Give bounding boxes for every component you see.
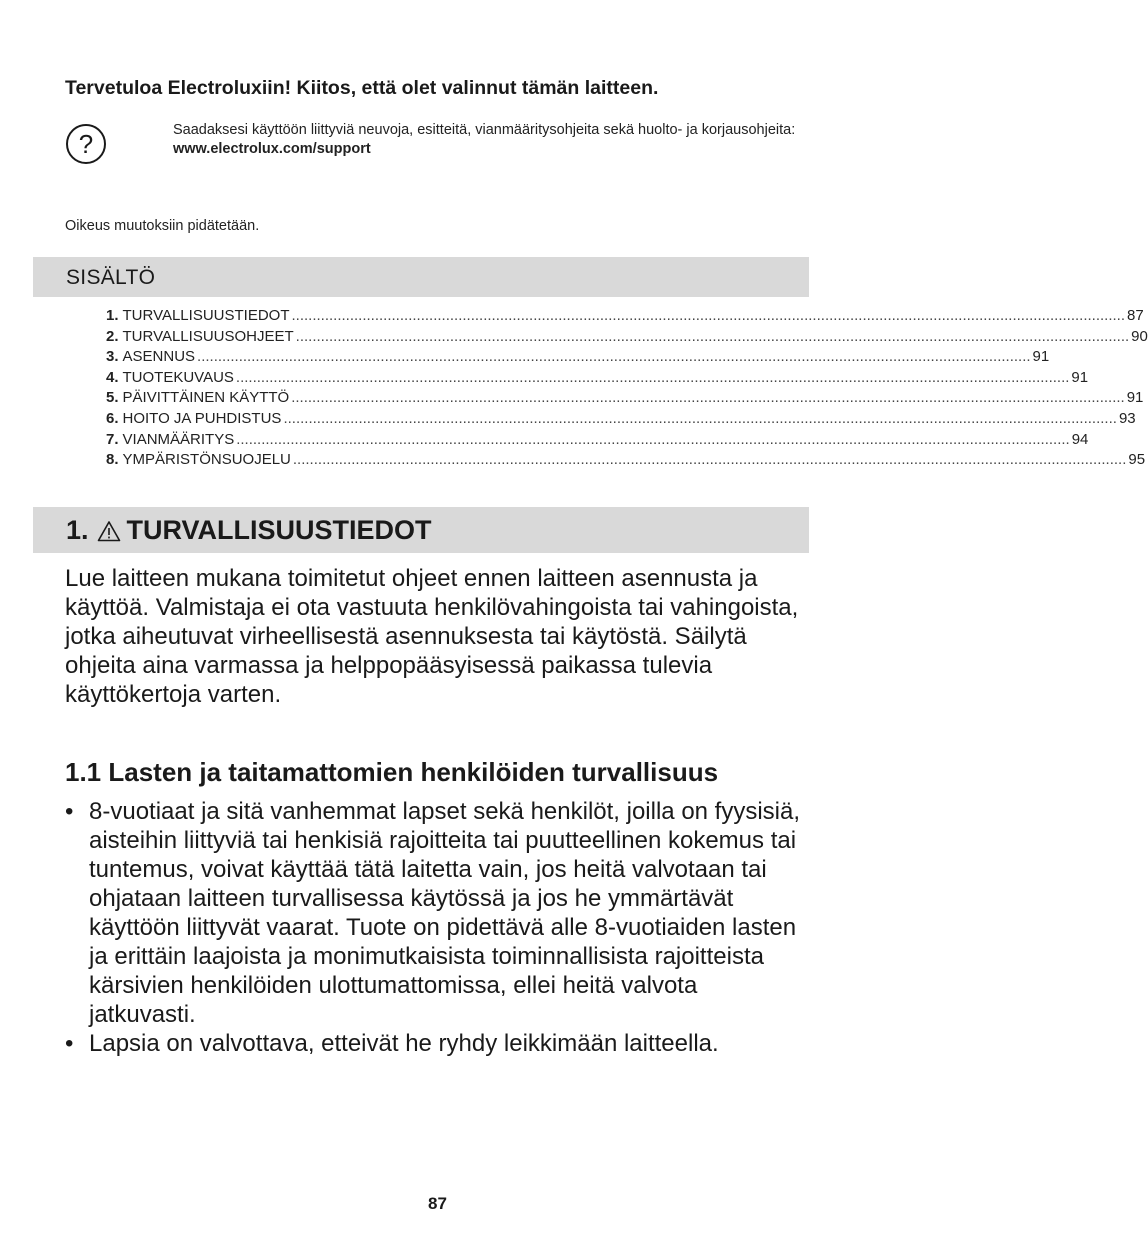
support-info: [173, 121, 813, 159]
toc-item-number: 4.: [106, 368, 119, 386]
toc-leader: ........................................................................................................................................................................................................: [197, 348, 1031, 366]
toc-item-page: 93: [1118, 409, 1136, 427]
toc-item[interactable]: [106, 307, 1144, 328]
warning-icon: [97, 520, 121, 542]
toc-title: SISÄLTÖ: [66, 266, 156, 289]
page-number: 87: [428, 1194, 447, 1213]
toc-item-label: ASENNUS: [122, 348, 196, 366]
toc-item-page: 90: [1131, 327, 1148, 345]
toc-item-label: PÄIVITTÄINEN KÄYTTÖ: [122, 389, 290, 407]
list-item-text: Lapsia on valvottava, etteivät he ryhdy leikkimään laitteella.: [89, 1030, 719, 1057]
svg-text:?: ?: [78, 129, 94, 159]
section-title-text: TURVALLISUUSTIEDOT: [126, 515, 432, 545]
toc-item-page: 95: [1128, 451, 1146, 469]
toc-item-page: 94: [1071, 430, 1089, 448]
list-item-text: 8-vuotiaat ja sitä vanhemmat lapset sekä henkilöt, joilla on fyysisiä, aisteihin liittyviä tai henkisiä rajoitteita tai puutteellinen kokemus tai tuntemus, voivat käyttää tätä laitetta vain, jos heitä valvotaan tai ohjataan laitteen turvallisessa käytössä ja jos he ymmärtävät käyttöön liittyvät vaarat. Tuote on pidettävä alle 8-vuotiaiden lasten ja erittäin laajoista ja monimutkaisista toiminnallisista rajoitteista kärsivien henkilöiden ulottumattomissa, ellei heitä valvota jatkuvasti.: [89, 798, 801, 1028]
support-link[interactable]: www.electrolux.com/support: [173, 141, 371, 157]
toc-header-bar: [33, 257, 809, 297]
toc-item-label: TUOTEKUVAUS: [122, 368, 234, 386]
toc-leader: ........................................................................................................................................................................................................: [291, 307, 1125, 324]
toc-item-label: VIANMÄÄRITYS: [122, 430, 235, 448]
toc-item-page: 91: [1032, 348, 1050, 366]
welcome-heading: Tervetuloa Electroluxiin! Kiitos, että olet valinnut tämän laitteen.: [65, 77, 659, 99]
toc-item-number: 7.: [106, 430, 119, 448]
toc-leader: ........................................................................................................................................................................................................: [236, 430, 1070, 448]
toc-leader: ........................................................................................................................................................................................................: [283, 409, 1117, 427]
support-text: Saadaksesi käyttöön liittyviä neuvoja, esitteitä, vianmääritysohjeita sekä huolto- ja korjausohjeita:: [173, 122, 796, 138]
toc-item-label: TURVALLISUUSTIEDOT: [122, 307, 290, 324]
toc-item-label: HOITO JA PUHDISTUS: [122, 409, 282, 427]
toc-item-label: TURVALLISUUSOHJEET: [122, 327, 294, 345]
intro-paragraph: Lue laitteen mukana toimitetut ohjeet ennen laitteen asennusta ja käyttöä. Valmistaja ei ota vastuuta henkilövahingoista tai vahingoista, jotka aiheutuvat virheellisestä asennuksesta tai käytöstä. Säilytä ohjeita aina varmassa ja helppopääsyisessä paikassa tulevia käyttökertoja varten.: [65, 565, 799, 708]
toc-leader: ........................................................................................................................................................................................................: [295, 327, 1130, 345]
toc-item[interactable]: [106, 430, 1089, 452]
toc-item-number: 1.: [106, 307, 119, 324]
toc-item-number: 8.: [106, 451, 119, 469]
list-item: [65, 797, 810, 1029]
toc-item-number: 3.: [106, 348, 119, 366]
section-header-bar: [33, 507, 809, 553]
toc-item-number: 2.: [106, 327, 119, 345]
toc-item[interactable]: [106, 368, 1089, 390]
toc-item[interactable]: [106, 389, 1144, 410]
toc-item-page: 91: [1126, 389, 1144, 407]
toc-item-number: 5.: [106, 389, 119, 407]
subsection-heading: 1.1 Lasten ja taitamattomien henkilöiden turvallisuus: [65, 757, 719, 787]
rights-notice: Oikeus muutoksiin pidätetään.: [65, 218, 260, 234]
toc-item[interactable]: [106, 327, 1148, 349]
toc-item[interactable]: [106, 451, 1146, 472]
toc-leader: ........................................................................................................................................................................................................: [292, 451, 1127, 469]
section-number: 1.: [66, 515, 89, 545]
toc-item[interactable]: [106, 409, 1136, 431]
section-title: [66, 515, 432, 546]
question-icon: [65, 123, 107, 165]
table-of-contents: [106, 307, 1148, 472]
list-item: [65, 1029, 810, 1058]
toc-leader: ........................................................................................................................................................................................................: [291, 389, 1125, 407]
toc-item-page: 91: [1071, 368, 1089, 386]
toc-item-page: 87: [1127, 307, 1144, 324]
bullet-list: [65, 797, 810, 1058]
toc-item-number: 6.: [106, 409, 119, 427]
toc-item[interactable]: [106, 348, 1050, 369]
bullet-icon: •: [65, 1030, 74, 1057]
toc-leader: ........................................................................................................................................................................................................: [235, 368, 1070, 386]
toc-item-label: YMPÄRISTÖNSUOJELU: [122, 451, 291, 469]
bullet-icon: •: [65, 798, 74, 825]
